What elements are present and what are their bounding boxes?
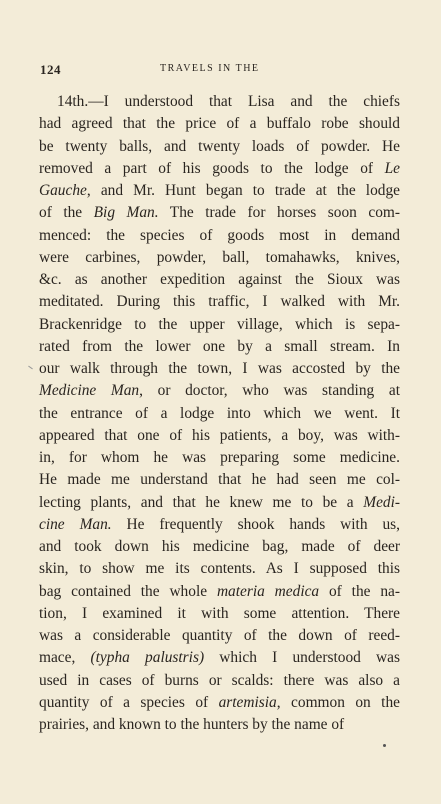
- italic-run: materia medica: [216, 582, 320, 600]
- text-line: [39, 269, 400, 291]
- page-header: [40, 62, 401, 78]
- text-run: was a considerable quantity of the down of reed-: [39, 627, 400, 644]
- text-line: [39, 202, 400, 224]
- ink-speck: [383, 744, 386, 747]
- text-line: [39, 314, 400, 336]
- text-line: [39, 136, 400, 158]
- running-head: TRAVELS IN THE: [160, 63, 260, 74]
- text-line: [39, 225, 400, 247]
- margin-mark: [28, 366, 33, 370]
- text-run: , or doctor, who was standing at: [139, 382, 400, 400]
- text-line: [39, 403, 400, 425]
- text-line: [39, 469, 400, 491]
- text-line: [39, 425, 400, 447]
- text-run: the entrance of a lodge into which we went. It: [39, 404, 400, 422]
- text-line: [39, 581, 400, 603]
- text-line: [39, 714, 400, 736]
- italic-run: Big Man.: [93, 204, 159, 222]
- text-line: [39, 336, 400, 358]
- text-line: [39, 603, 400, 625]
- text-run: The trade for horses soon com-: [158, 204, 400, 222]
- text-line: [39, 291, 400, 313]
- text-line: [39, 113, 400, 135]
- text-run: lecting plants, and that he knew me to be a: [39, 493, 364, 511]
- text-run: be twenty balls, and twenty loads of powder. He: [39, 137, 400, 155]
- italic-run: Medicine Man: [39, 382, 140, 400]
- italic-run: Le: [384, 159, 400, 177]
- text-line: [39, 247, 400, 269]
- text-run: of the: [39, 204, 94, 222]
- text-run: bag contained the whole: [39, 582, 217, 600]
- italic-run: cine Man.: [39, 515, 112, 533]
- text-run: which I understood was: [204, 649, 400, 667]
- text-run: used in cases of burns or scalds: there was also a: [39, 671, 400, 689]
- text-run: He frequently shook hands with us,: [111, 515, 400, 533]
- text-run: of the na-: [319, 582, 400, 600]
- body-text: [39, 91, 400, 736]
- italic-run: Gauche: [39, 182, 87, 199]
- italic-run: Medi-: [363, 493, 400, 511]
- text-run: prairies, and known to the hunters by the name of: [39, 716, 345, 733]
- text-run: , and Mr. Hunt began to trade at the lodge: [86, 182, 400, 199]
- text-run: , common on the: [276, 693, 400, 711]
- text-line: [39, 692, 400, 714]
- text-line: [39, 91, 400, 113]
- text-line: [39, 625, 400, 647]
- text-run: menced: the species of goods most in demand: [39, 226, 400, 244]
- text-run: meditated. During this traffic, I walked with Mr.: [39, 293, 400, 311]
- text-run: &c. as another expedition against the Sioux was: [39, 271, 400, 288]
- text-run: our walk through the town, I was accosted by the: [39, 360, 400, 377]
- text-run: and took down his medicine bag, made of deer: [39, 538, 400, 555]
- text-run: quantity of a species of: [39, 693, 219, 711]
- text-line: [39, 647, 400, 669]
- text-run: were carbines, powder, ball, tomahawks, knives,: [39, 248, 400, 266]
- text-line: [39, 180, 400, 202]
- text-run: mace,: [39, 649, 91, 667]
- text-line: [39, 670, 400, 692]
- text-line: [39, 492, 400, 514]
- text-run: 14th.—I understood that Lisa and the chiefs: [57, 93, 400, 110]
- text-line: [39, 536, 400, 558]
- italic-run: artemisia: [218, 693, 277, 711]
- text-line: [39, 447, 400, 469]
- page-number: 124: [40, 62, 61, 77]
- text-run: in, for whom he was preparing some medicine.: [39, 449, 400, 466]
- text-run: tion, I examined it with some attention. There: [39, 604, 400, 622]
- text-run: rated from the lower one by a small stream. In: [39, 337, 400, 355]
- text-run: removed a part of his goods to the lodge of: [39, 159, 385, 177]
- text-line: [39, 514, 400, 536]
- text-line: [39, 558, 400, 580]
- text-line: [39, 158, 400, 180]
- text-line: [39, 358, 400, 380]
- text-run: He made me understand that he had seen me col-: [39, 471, 400, 489]
- text-run: skin, to show me its contents. As I supposed this: [39, 560, 400, 578]
- text-run: had agreed that the price of a buffalo robe should: [39, 115, 400, 133]
- text-line: [39, 380, 400, 402]
- text-run: appeared that one of his patients, a boy, was with-: [39, 426, 400, 444]
- text-run: Brackenridge to the upper village, which is sepa-: [39, 315, 400, 333]
- italic-run: (typha palustris): [90, 649, 205, 667]
